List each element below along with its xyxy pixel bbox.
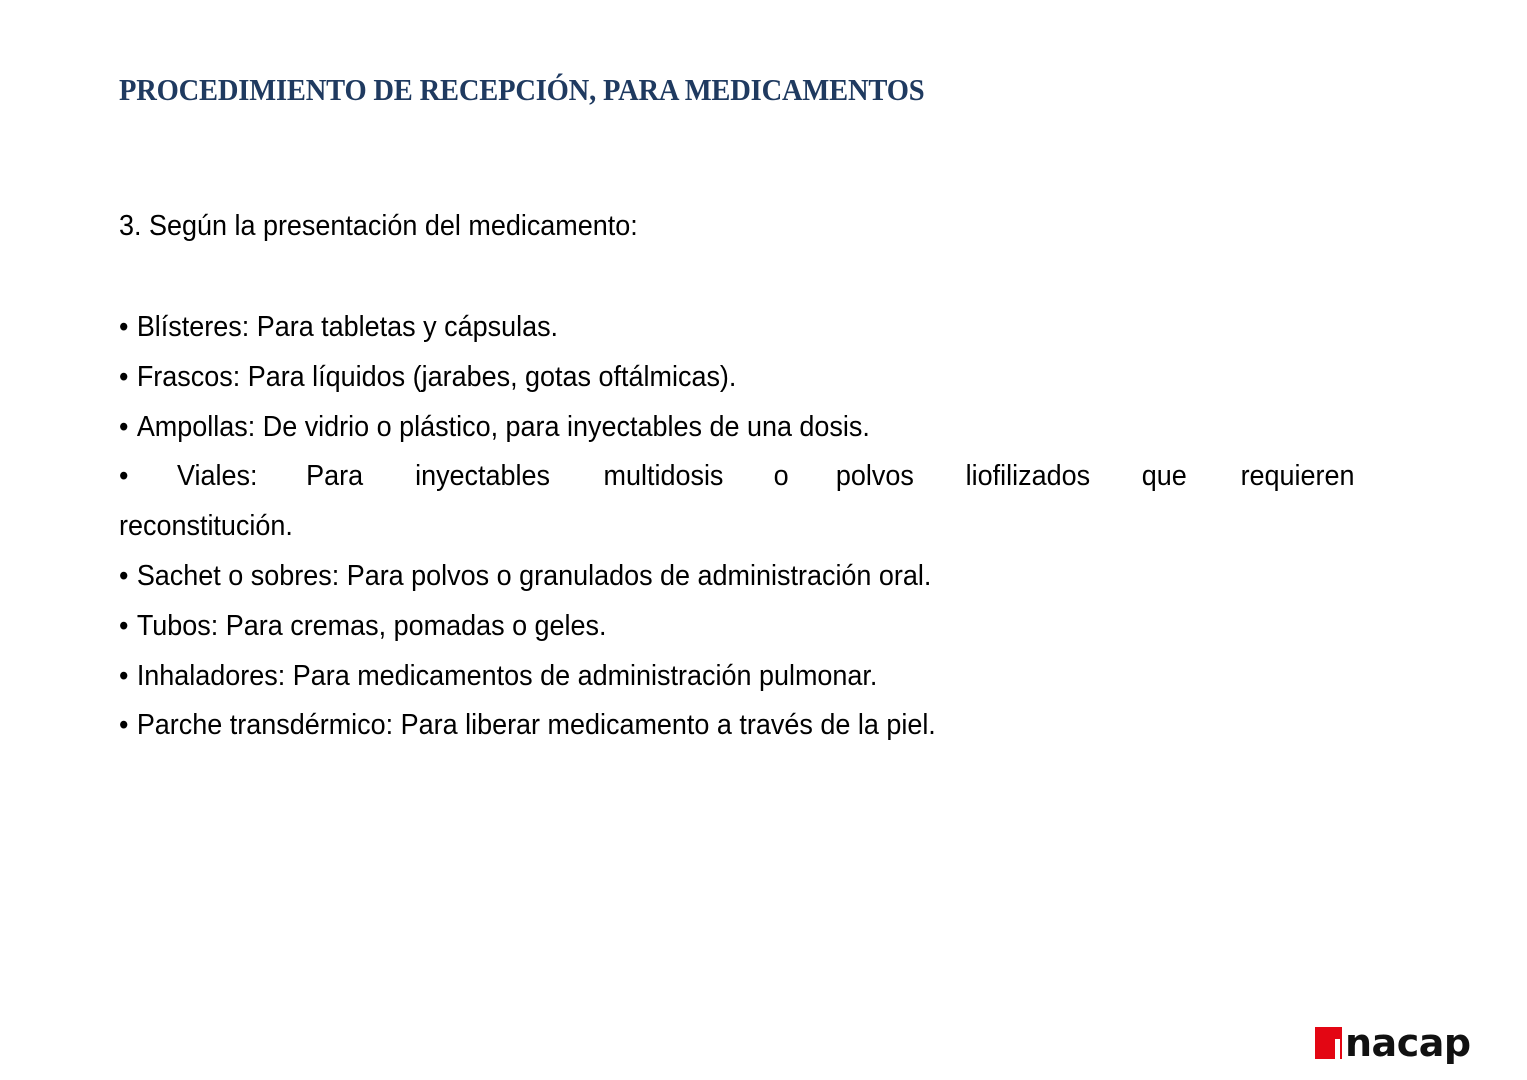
- list-item-text: Frascos: Para líquidos (jarabes, gotas oftálmicas).: [136, 360, 737, 393]
- word: Para: [306, 460, 364, 493]
- list-item: [119, 303, 1355, 353]
- bullet-icon: •: [119, 659, 129, 692]
- word: multidosis: [603, 460, 724, 493]
- bullet-icon: •: [119, 410, 129, 443]
- logo-text: nacap: [1345, 1021, 1471, 1065]
- list-item: [119, 652, 1355, 702]
- list-item: [119, 701, 1355, 751]
- word: que: [1141, 460, 1187, 493]
- list-item-text: Inhaladores: Para medicamentos de administración pulmonar.: [136, 659, 878, 692]
- list-item: [119, 452, 1355, 552]
- inacap-logo: [1315, 1021, 1471, 1065]
- justified-line: [119, 452, 1355, 502]
- list-item: [119, 403, 1355, 453]
- word: requieren: [1240, 460, 1355, 493]
- word: o: [773, 460, 789, 493]
- bullet-icon: •: [119, 311, 129, 343]
- inacap-logo-mark-icon: [1315, 1027, 1342, 1059]
- page-title: PROCEDIMIENTO DE RECEPCIÓN, PARA MEDICAMENTOS: [119, 72, 925, 107]
- bullet-icon: •: [119, 360, 129, 393]
- list-item: [119, 552, 1355, 602]
- bullet-icon: •: [119, 709, 129, 742]
- section-heading: 3. Según la presentación del medicamento:: [119, 210, 638, 242]
- bullet-icon: •: [119, 609, 129, 642]
- list-item-text: Parche transdérmico: Para liberar medicamento a través de la piel.: [136, 709, 936, 742]
- bullet-icon: •: [119, 460, 129, 493]
- list-item-text: Tubos: Para cremas, pomadas o geles.: [136, 609, 607, 642]
- list-item-continuation: reconstitución.: [119, 510, 293, 543]
- word: Viales:: [176, 460, 258, 493]
- bullet-icon: •: [119, 559, 129, 592]
- list-item-text: Ampollas: De vidrio o plástico, para inyectables de una dosis.: [136, 410, 870, 443]
- list-item: [119, 602, 1355, 652]
- list-item-text: Blísteres: Para tabletas y cápsulas.: [136, 311, 559, 343]
- list-item-text: Sachet o sobres: Para polvos o granulados de administración oral.: [136, 559, 932, 592]
- presentation-list: [119, 303, 1355, 751]
- list-item: [119, 353, 1355, 403]
- word: inyectables: [415, 460, 551, 493]
- word: polvos: [836, 460, 915, 493]
- word: liofilizados: [966, 460, 1091, 493]
